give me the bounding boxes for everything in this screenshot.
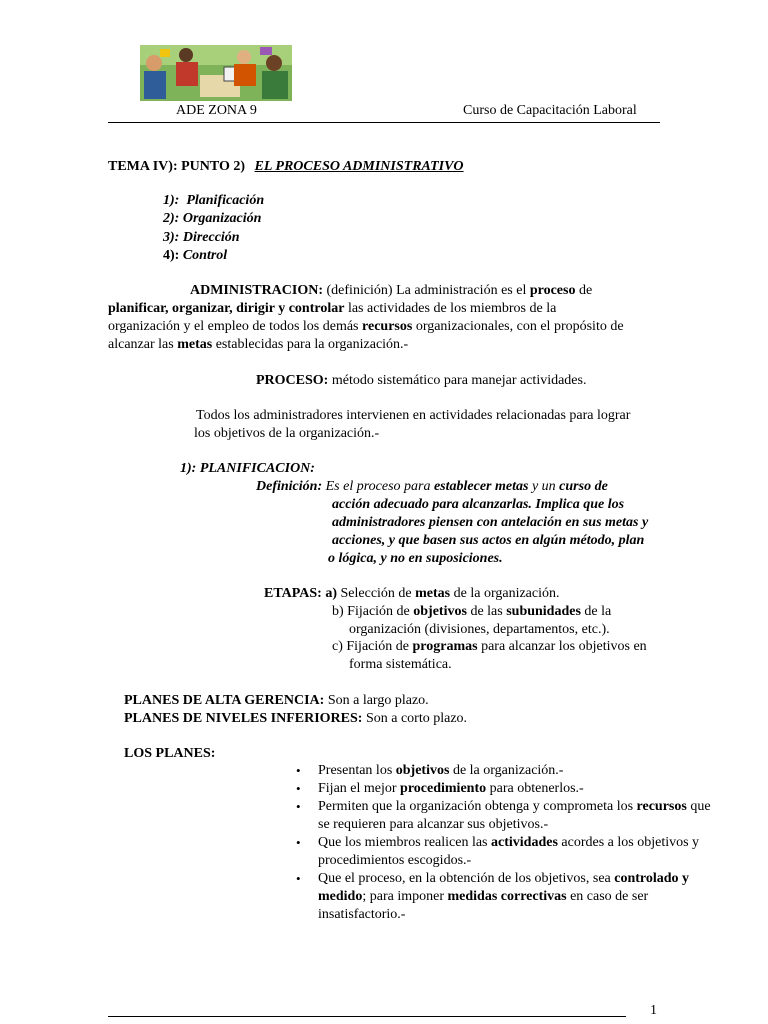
etapas-item-c-cont: forma sistemática. [349,657,452,672]
etapas-item-b-cont: organización (divisiones, departamentos, etc.). [349,622,610,637]
admin-definition-line: ADMINISTRACION: (definición) La administración es el proceso de [190,283,593,298]
planificacion-definition-line: Definición: Es el proceso para establecer metas y un curso de [256,479,608,494]
los-planes-list [296,762,716,924]
planes-alta-gerencia: PLANES DE ALTA GERENCIA: Son a largo plazo. [124,693,429,708]
toc-item: 1): Planificación [163,193,265,208]
list-item: • Que los miembros realicen las actividades acordes a los objetivos y procedimientos escogidos.- [296,835,700,868]
bullet-icon: • [296,871,301,886]
proceso-definition: PROCESO: método sistemático para manejar actividades. [256,373,587,388]
footer-divider [108,1016,626,1017]
section-heading-planificacion: 1): PLANIFICACION: [180,461,315,476]
etapas-item-b: b) Fijación de objetivos de las subunidades de la [332,604,612,619]
page-number: 1 [650,1003,657,1018]
list-item: • Permiten que la organización obtenga y comprometa los recursos que se requieren para alcanzar sus objetivos.- [296,799,711,832]
toc-item: 3): Dirección [163,230,240,245]
todos-paragraph-line: los objetivos de la organización.- [194,426,380,441]
admin-definition-line: planificar, organizar, dirigir y controlar las actividades de los miembros de la [108,301,557,316]
etapas-item-c: c) Fijación de programas para alcanzar los objetivos en [332,639,647,654]
los-planes-heading: LOS PLANES: [124,746,216,761]
planificacion-definition-line: o lógica, y no en suposiciones. [328,551,503,566]
admin-definition-line: alcanzar las metas establecidas para la organización.- [108,337,409,352]
toc-item: 2): Organización [163,211,262,226]
bullet-icon: • [296,781,301,796]
title-main: EL PROCESO ADMINISTRATIVO [254,159,464,174]
planificacion-definition-line: acciones, y que basen sus actos en algún método, plan [332,533,645,548]
list-item: • Presentan los objetivos de la organización.- [296,763,564,778]
bullet-icon: • [296,835,301,850]
list-item: • Que el proceso, en la obtención de los objetivos, sea controlado y medido; para imponer medidas correctivas en caso de ser insatisfactorio.- [296,871,690,922]
admin-definition-line: organización y el empleo de todos los demás recursos organizacionales, con el propósito de [108,319,624,334]
clipart-office-people-logo [140,45,292,101]
bullet-icon: • [296,763,301,778]
todos-paragraph-line: Todos los administradores intervienen en actividades relacionadas para lograr [196,408,631,423]
etapas-item-a: ETAPAS: a) Selección de metas de la organización. [264,586,560,601]
title-prefix: TEMA IV): PUNTO 2) [108,159,246,174]
header-divider [108,122,660,123]
header-right-text: Curso de Capacitación Laboral [463,103,637,118]
planificacion-definition-line: acción adecuado para alcanzarlas. Implica que los [332,497,625,512]
list-item: • Fijan el mejor procedimiento para obtenerlos.- [296,781,584,796]
planes-niveles-inferiores: PLANES DE NIVELES INFERIORES: Son a corto plazo. [124,711,468,726]
header-left-text: ADE ZONA 9 [176,103,257,118]
bullet-icon: • [296,799,301,814]
toc-item: 4): Control [163,248,228,263]
planificacion-definition-line: administradores piensen con antelación en sus metas y [332,515,649,530]
page-title [108,158,464,176]
